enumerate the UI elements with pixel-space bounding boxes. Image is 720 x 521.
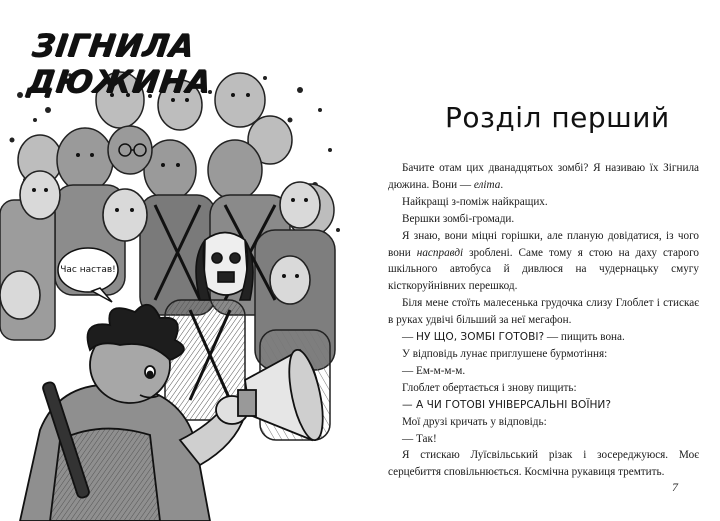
paragraph-4 xyxy=(388,228,699,296)
paragraph-3: Вершки зомбі-громади. xyxy=(402,212,515,225)
paragraph-2: Найкращі з-поміж найкращих. xyxy=(402,195,548,208)
emphasis-elite: еліта xyxy=(473,178,501,191)
paragraph-5: Біля мене стоїть малесенька грудочка слизу Глоблет і стискає в руках удвічі більший за неї мегафон. xyxy=(388,297,699,327)
paragraph-1 xyxy=(388,160,699,194)
paragraph-11: Мої друзі кричать у відповідь: xyxy=(402,415,547,428)
text-span: — пищить вона. xyxy=(544,331,625,344)
paragraph-6 xyxy=(388,329,699,346)
text-span: Я знаю, вони міцні горішки, але планую довідатися, із чого вони xyxy=(388,229,699,259)
right-page xyxy=(345,0,720,521)
illustration-title: ЗІГНИЛА ДЮЖИНА xyxy=(24,28,214,100)
text-span: зроблені. Саме тому я стою на даху старого шкільного автобуса й дивлюся на чудернацьку смугу кісткоруйнівних перешкод. xyxy=(388,246,700,293)
page-number: 7 xyxy=(672,480,678,494)
paragraph-13: Я стискаю Луїсвільський різак і зосереджуюся. Моє серцебиття сповільнюється. Космічна рукавиця тремтить. xyxy=(388,449,699,479)
paragraph-12: — Так! xyxy=(402,432,437,445)
left-page xyxy=(0,0,345,521)
shout-warriors-ready: — А ЧИ ГОТОВІ УНІВЕРСАЛЬНІ ВОЇНИ? xyxy=(402,398,611,411)
chapter-body xyxy=(388,160,699,481)
shout-zombies-ready: НУ ЩО, ЗОМБІ ГОТОВІ? xyxy=(415,331,545,344)
paragraph-9: Глоблет обертається і знову пищить: xyxy=(402,381,577,394)
paragraph-10 xyxy=(388,397,699,414)
emphasis-really: насправді xyxy=(416,246,464,259)
text-span: Бачите отам цих дванадцятьох зомбі? Я називаю їх Зігнила дюжина. Вони — xyxy=(388,162,699,191)
text-span: . xyxy=(500,178,504,191)
paragraph-7: У відповідь лунає приглушене бурмотіння: xyxy=(402,347,608,360)
speech-bubble-text: Час настав! xyxy=(60,265,116,275)
text-span: — xyxy=(402,331,416,344)
paragraph-8: — Ем-м-м-м. xyxy=(402,364,466,377)
chapter-title: Розділ перший xyxy=(445,101,670,134)
